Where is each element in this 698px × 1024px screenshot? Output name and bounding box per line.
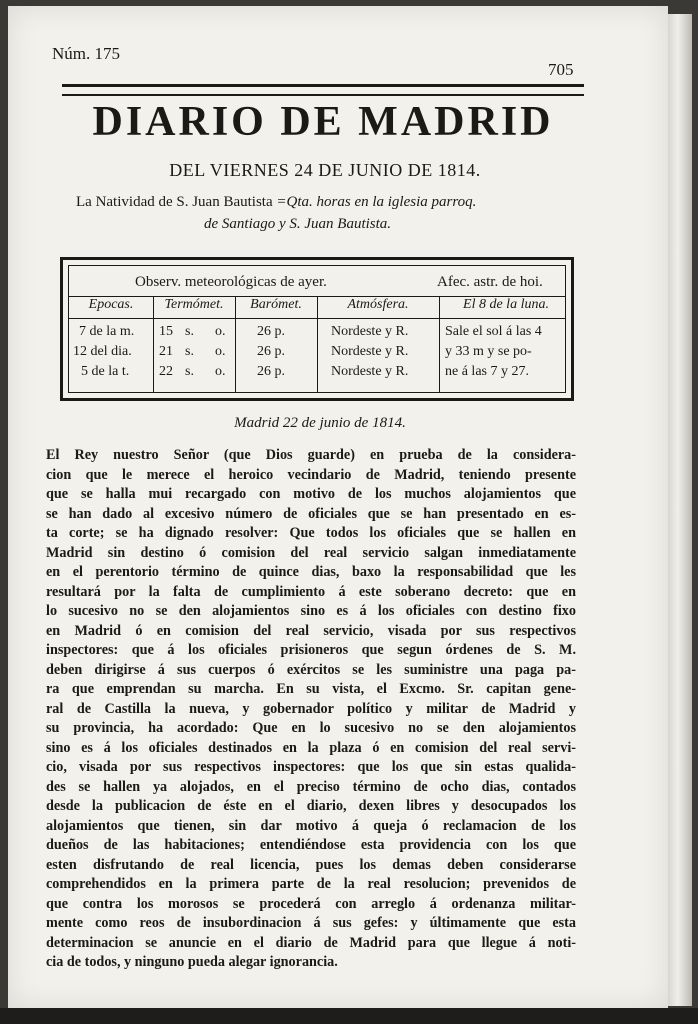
article-line: des se hallen ya alojados, en el preciso término de ocho dias, contados [46, 778, 576, 795]
article-line: deben dirigirse á sus cuerpos ó exércitos se les suministre una paga pa- [46, 661, 576, 678]
meteorology-table-frame [68, 265, 566, 393]
saint-line-1 [76, 194, 476, 211]
termometro-value: 21 [159, 344, 173, 359]
column-header-termometro: Termómet. [164, 297, 224, 312]
article-line: dueños de las habitaciones; entendiéndose esta providencia con los que [46, 837, 576, 853]
meteorology-table [60, 257, 574, 401]
barometro-cell: 26 p. [257, 324, 285, 339]
termometro-unit: o. [215, 344, 226, 359]
article-line: que se halla mui recargado con motivo de los muchos alojamientos que [46, 486, 576, 502]
atmosfera-cell: Nordeste y R. [331, 364, 409, 379]
article-line: cia de todos, y ninguno pueda alegar ignorancia. [46, 954, 338, 970]
article-line: desde la publicacion de éste en el diario, dexen libres y desocupados los [46, 798, 576, 814]
article-line: ra que emprendan su marcha. En su vista, el Excmo. Sr. capitan gene- [46, 681, 576, 697]
termometro-unit: s. [185, 324, 194, 339]
article-line: sino es á los oficiales destinados en la plaza ó en comision del real servi- [46, 739, 576, 756]
article-line: se han dado al excesivo número de oficiales que se han presentado en es- [46, 505, 576, 522]
saint-feast: La Natividad de S. Juan Bautista [76, 194, 273, 210]
termometro-unit: s. [185, 344, 194, 359]
article-line: en el perentorio término de quince dias, baxo la responsabilidad que les [46, 564, 576, 580]
article-line: en Madrid ó en comision del real servicio, visada por sus respectivos [46, 622, 576, 639]
article-line: esten disfrutando de real licencia, pues los demas deben considerarse [46, 856, 576, 873]
barometro-cell: 26 p. [257, 364, 285, 379]
termometro-unit: o. [215, 324, 226, 339]
scanner-border [0, 1008, 698, 1024]
article-line: mente como reos de insubordinacion á sus gefes: y últimamente que esta [46, 915, 576, 931]
termometro-value: 22 [159, 364, 173, 379]
article-dateline: Madrid 22 de junio de 1814. [234, 415, 406, 431]
astronomy-heading: Afec. astr. de hoi. [437, 274, 543, 290]
title-rule-top [62, 84, 584, 87]
luna-line: Sale el sol á las 4 [445, 324, 542, 339]
barometro-cell: 26 p. [257, 344, 285, 359]
column-header-atmosfera: Atmósfera. [347, 297, 409, 312]
title-rule-bottom [62, 94, 584, 96]
article-line: resultará por la falta de cumplimiento á este soberano decreto: que en [46, 583, 576, 600]
luna-line: ne á las 7 y 27. [445, 364, 529, 379]
termometro-value: 15 [159, 324, 173, 339]
article-line: inspectores: que á los oficiales prisioneros que segun órdenes de S. M. [46, 642, 576, 658]
meteorology-heading: Observ. meteorológicas de ayer. [135, 274, 327, 290]
article-line: determinacion se anuncie en el diario de Madrid para que llegue á noti- [46, 934, 576, 951]
atmosfera-cell: Nordeste y R. [331, 324, 409, 339]
article-line: cion que le merece el heroico vecindario de Madrid, teniendo presente [46, 466, 576, 483]
luna-line: y 33 m y se po- [445, 344, 532, 359]
article-line: comprehendidos en la primera parte de la real resolucion; prevenidos de [46, 876, 576, 892]
article-line: alojamientos que tienen, sin dar motivo á queja ó reclamacion de los [46, 817, 576, 834]
article-line: lo sucesivo no se den alojamientos sino es á los oficiales con destino fixo [46, 603, 576, 619]
issue-number: Núm. 175 [52, 44, 120, 63]
epoca-cell: 12 del dia. [73, 344, 132, 359]
article-line: su provincia, ha acordado: Que en lo sucesivo no se den alojamientos [46, 720, 576, 736]
forty-hours-note: =Qta. horas en la iglesia parroq. [276, 194, 477, 210]
article-line: ral de Castilla la nueva, y gobernador político y militar de Madrid y [46, 700, 576, 717]
termometro-unit: o. [215, 364, 226, 379]
page-edge [668, 14, 692, 1006]
article-line: El Rey nuestro Señor (que Dios guarde) en prueba de la considera- [46, 447, 576, 463]
issue-date: DEL VIERNES 24 DE JUNIO DE 1814. [169, 160, 481, 180]
masthead-title: DIARIO DE MADRID [92, 99, 554, 145]
column-header-barometro: Barómet. [250, 297, 302, 312]
epoca-cell: 7 de la m. [79, 324, 135, 339]
atmosfera-cell: Nordeste y R. [331, 344, 409, 359]
saint-line-2: de Santiago y S. Juan Bautista. [204, 216, 392, 232]
article-body [46, 446, 576, 973]
column-divider [439, 296, 440, 392]
article-line: que contra los morosos se procederá con arreglo á ordenanza militar- [46, 895, 576, 912]
epoca-cell: 5 de la t. [81, 364, 130, 379]
article-line: cio, visada por sus respectivos inspectores: que los que sin estas qualida- [46, 759, 576, 775]
article-line: Madrid sin destino ó comision del real servicio salgan inmediatamente [46, 544, 576, 561]
column-header-epocas: Epocas. [88, 297, 134, 312]
column-header-luna: El 8 de la luna. [463, 297, 549, 312]
page-number: 705 [548, 60, 574, 79]
article-line: ta corte; se ha dignado resolver: Que todos los oficiales que se hallen en [46, 525, 576, 541]
termometro-unit: s. [185, 364, 194, 379]
